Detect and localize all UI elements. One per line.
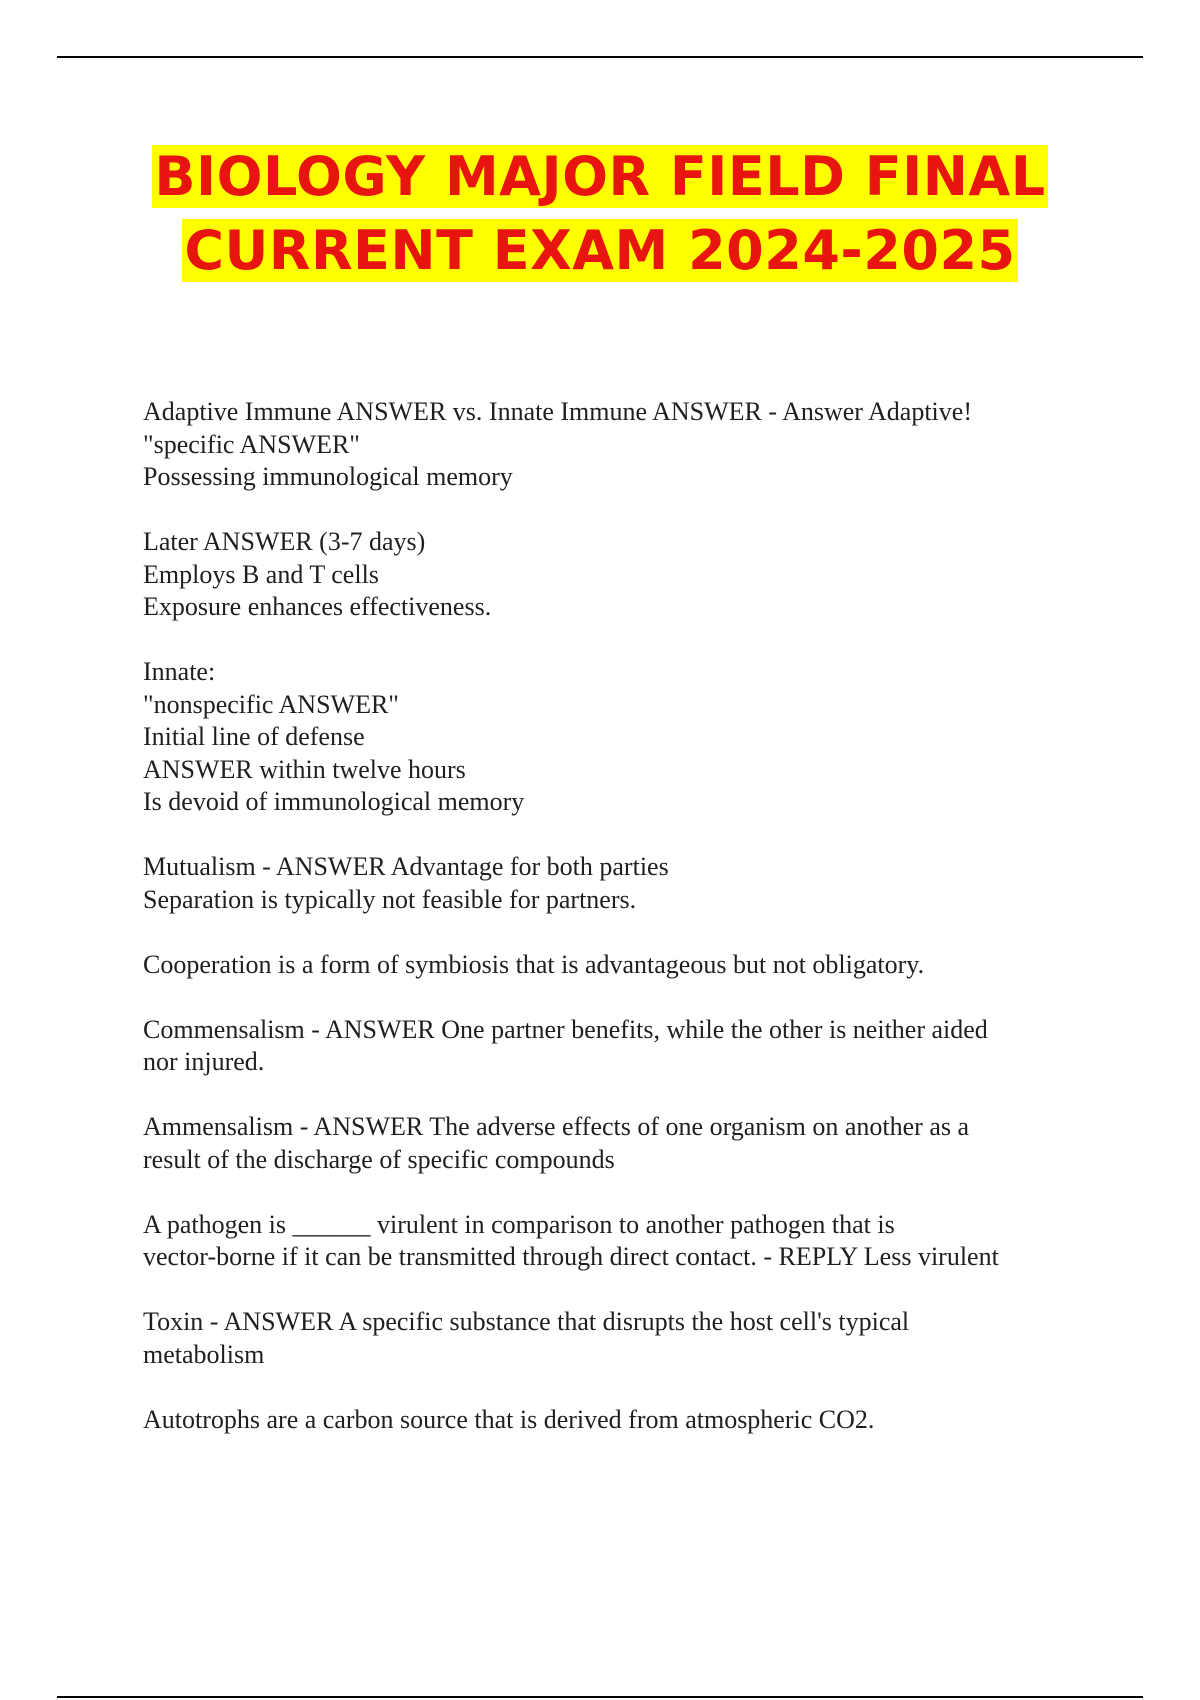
title-line-2: CURRENT EXAM 2024-2025 — [184, 219, 1016, 282]
paragraph — [143, 1209, 1103, 1274]
text-line: metabolism — [143, 1339, 265, 1369]
document-title — [0, 140, 1200, 288]
text-line: Later ANSWER (3-7 days) — [143, 527, 426, 556]
text-line: A pathogen is ______ virulent in comparison to another pathogen that is — [143, 1209, 895, 1239]
text-line: Commensalism - ANSWER One partner benefits, while the other is neither aided — [143, 1014, 988, 1044]
paragraph — [143, 1111, 1103, 1176]
paragraph — [143, 1306, 1103, 1371]
text-line: vector-borne if it can be transmitted through direct contact. - REPLY Less virulent — [143, 1242, 999, 1271]
paragraph — [143, 1014, 1103, 1079]
text-line: nor injured. — [143, 1047, 265, 1076]
text-line: Cooperation is a form of symbiosis that is advantageous but not obligatory. — [143, 949, 925, 979]
text-line: Innate: — [143, 657, 216, 686]
paragraph — [143, 949, 1103, 982]
paragraph — [143, 1404, 1103, 1437]
text-line: result of the discharge of specific compounds — [143, 1144, 615, 1174]
text-line: Toxin - ANSWER A specific substance that disrupts the host cell's typical — [143, 1307, 910, 1336]
text-line: Employs B and T cells — [143, 559, 379, 589]
text-line: ANSWER within twelve hours — [143, 754, 466, 784]
paragraph — [143, 526, 1103, 624]
bottom-rule — [57, 1696, 1143, 1698]
text-line: Autotrophs are a carbon source that is derived from atmospheric CO2. — [143, 1404, 875, 1434]
paragraph — [143, 851, 1103, 916]
text-line: Separation is typically not feasible for partners. — [143, 884, 637, 914]
text-line: Exposure enhances effectiveness. — [143, 592, 492, 621]
top-rule — [57, 56, 1143, 58]
document-body — [143, 396, 1103, 1469]
paragraph — [143, 656, 1103, 819]
text-line: Is devoid of immunological memory — [143, 787, 525, 816]
text-line: Ammensalism - ANSWER The adverse effects of one organism on another as a — [143, 1112, 970, 1141]
title-line-1: BIOLOGY MAJOR FIELD FINAL — [154, 145, 1046, 208]
text-line: Possessing immunological memory — [143, 462, 513, 491]
text-line: Mutualism - ANSWER Advantage for both parties — [143, 852, 669, 881]
text-line: Adaptive Immune ANSWER vs. Innate Immune ANSWER - Answer Adaptive! — [143, 397, 972, 426]
text-line: "specific ANSWER" — [143, 429, 360, 459]
paragraph — [143, 396, 1103, 494]
text-line: "nonspecific ANSWER" — [143, 689, 399, 719]
text-line: Initial line of defense — [143, 722, 365, 751]
